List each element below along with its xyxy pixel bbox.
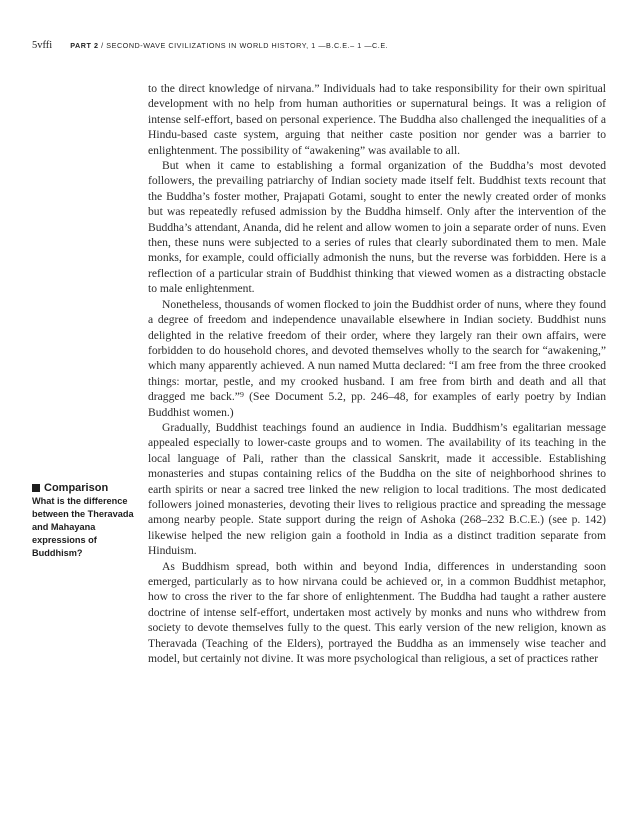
running-header: [32, 40, 612, 58]
header-separator: /: [101, 41, 104, 50]
sidebar-question: What is the difference between the Theravada and Mahayana expressions of Buddhism?: [32, 496, 134, 558]
sidebar-title: Comparison: [44, 482, 109, 494]
running-head-title: SECOND-WAVE CIVILIZATIONS IN WORLD HISTORY, 1 —B.C.E.– 1 —C.E.: [106, 41, 389, 50]
page-number: 5vffi: [32, 40, 53, 51]
sidebar-heading: [32, 482, 144, 494]
paragraph-1: to the direct knowledge of nirvana.” Individuals had to take responsibility for their own spiritual development with no help from human authorities or supernatural beings. It was a religion of intense self-effort, based on personal experience. The Buddha also challenged the inequalities of a Hindu-based caste system, arguing that neither caste position nor gender was a barrier to enlightenment. The possibility of “awakening” was available to all.: [148, 82, 606, 157]
part-label: PART 2: [70, 41, 99, 50]
paragraph-4: Gradually, Buddhist teachings found an audience in India. Buddhism’s egalitarian message appealed especially to lower-caste groups and to women. The availability of its teaching in the local language of Pali, rather than the classical Sanskrit, made it accessible. Establishing monasteries and stupas containing relics of the Buddha on the site of neighborhood shrines to earth spirits or near a sacred tree linked the new religion to local traditions. The most dedicated followers joined monasteries, devoting their lives to religious practice and spreading the message among nearby people. State support during the reign of Ashoka (268–232 B.C.E.) (see p. 142) likewise helped the new religion gain a foothold in India as a distinct tradition separate from Hinduism.: [148, 420, 606, 558]
running-head-text: [70, 41, 388, 50]
paragraph-2: But when it came to establishing a formal organization of the Buddha’s most devoted followers, the prevailing patriarchy of Indian society made itself felt. Buddhist texts recount that the Buddha’s foster mother, Prajapati Gotami, sought to enter the newly created order of monks but was repeatedly refused admission by the Buddha himself. Only after the intervention of the Buddha’s attendant, Ananda, did he relent and allow women to join a separate order of nuns. Even then, these nuns were subjected to a series of rules that clearly subordinated them to men. Male monks, for example, could officially admonish the nuns, but the reverse was forbidden. Here is a reflection of a particular strain of Buddhist thinking that viewed women as a distracting obstacle to male enlightenment.: [148, 159, 606, 296]
body-text: [148, 81, 606, 666]
paragraph-5: As Buddhism spread, both within and beyond India, differences in understanding soon emerged, particularly as to how nirvana could be achieved or, in a common Buddhist metaphor, how to cross the river to the far shore of enlightenment. The Buddha had taught a rather austere doctrine of intense self-effort, undertaken most actively by monks and nuns who withdrew from society to devote themselves fully to the quest. This early version of the new religion, known as Theravada (Teaching of the Elders), portrayed the Buddha as an immensely wise teacher and model, but certainly not divine. It was more psychological than religious, a set of practices rather: [148, 559, 606, 666]
margin-question-box: [32, 482, 144, 560]
black-square-icon: [32, 484, 40, 492]
paragraph-3: Nonetheless, thousands of women flocked to join the Buddhist order of nuns, where they found a degree of freedom and independence unavailable elsewhere in Indian society. Buddhist nuns delighted in the relative freedom of their order, where they largely ran their own affairs, were forbidden to do household chores, and devoted themselves wholly to the search for “awakening,” which many apparently achieved. A nun named Mutta declared: “I am free from the three crooked things: mortar, pestle, and my crooked husband. I am free from birth and death and all that dragged me back.”⁹ (See Document 5.2, pp. 246–48, for examples of early poetry by Indian Buddhist women.): [148, 297, 606, 419]
